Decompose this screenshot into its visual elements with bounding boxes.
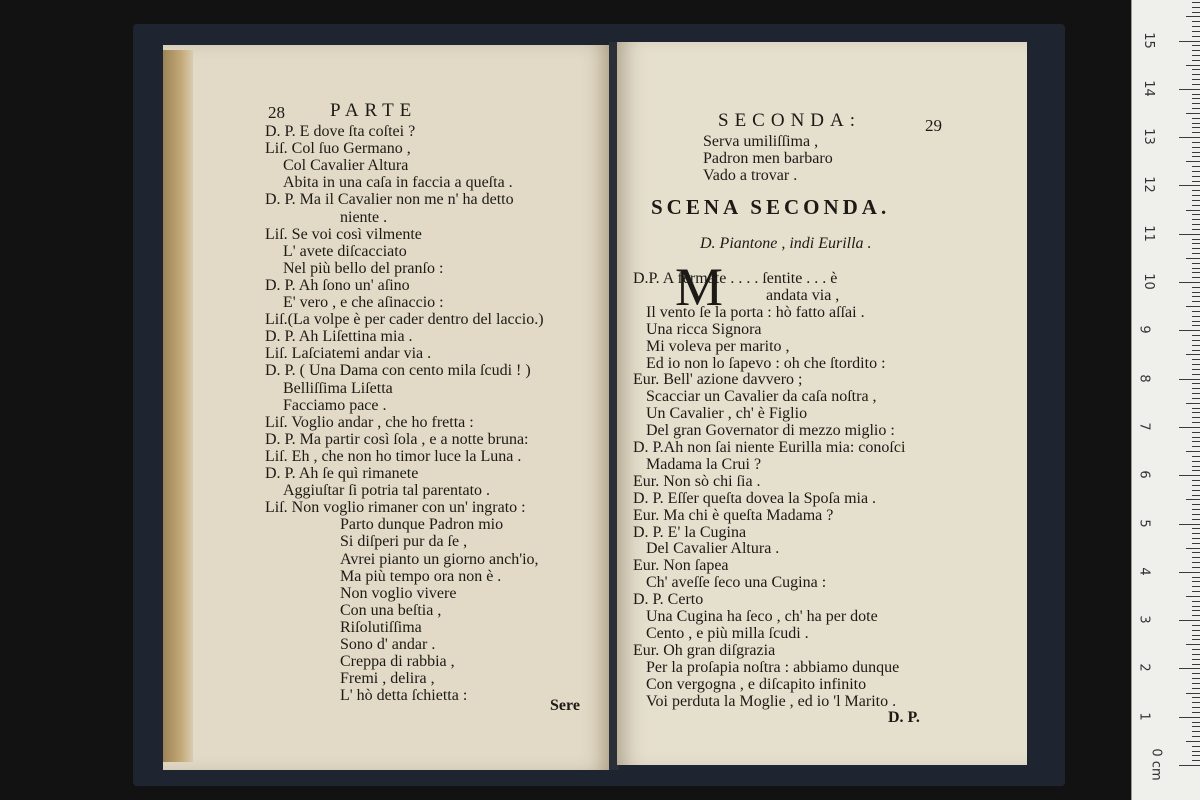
ruler-tick (1186, 741, 1200, 742)
ruler-tick (1192, 606, 1200, 607)
ruler-tick (1192, 625, 1200, 626)
ruler-tick (1192, 543, 1200, 544)
ruler-tick (1192, 325, 1200, 326)
left-text-line: Belliſſima Liſetta (283, 379, 393, 397)
ruler-tick (1192, 103, 1200, 104)
ruler-tick (1192, 408, 1200, 409)
ruler-tick (1179, 572, 1200, 573)
ruler-tick (1192, 181, 1200, 182)
right-text-line: D.P. A fermate . . . . ſentite . . . è (633, 270, 838, 287)
ruler-tick (1186, 65, 1200, 66)
left-catchword: Sere (550, 697, 580, 714)
ruler-tick (1179, 475, 1200, 476)
right-text-line: andata via , (766, 286, 840, 304)
ruler-tick (1192, 74, 1200, 75)
ruler-tick (1192, 268, 1200, 269)
ruler-tick (1192, 659, 1200, 660)
ruler-tick (1192, 243, 1200, 244)
ruler-tick (1192, 311, 1200, 312)
ruler-tick (1192, 147, 1200, 148)
ruler-tick (1192, 214, 1200, 215)
ruler-tick (1192, 722, 1200, 723)
right-text-line: Scacciar un Cavalier da caſa noſtra , (646, 388, 877, 406)
ruler-tick (1192, 272, 1200, 273)
ruler-tick (1192, 673, 1200, 674)
ruler-tick (1192, 577, 1200, 578)
left-text-line: Non voglio vivere (340, 584, 457, 602)
ruler-tick (1192, 36, 1200, 37)
ruler-tick (1192, 171, 1200, 172)
ruler-tick (1186, 306, 1200, 307)
right-text-line: Del Cavalier Altura . (646, 540, 780, 558)
right-top-line: Padron men barbaro (703, 150, 833, 167)
left-text-line: Liſ. Se voi così vilmente (265, 225, 422, 243)
ruler-tick (1192, 509, 1200, 510)
ruler-tick (1192, 219, 1200, 220)
ruler-tick (1192, 538, 1200, 539)
ruler-tick (1186, 354, 1200, 355)
page-edges (163, 50, 193, 762)
ruler-tick (1192, 127, 1200, 128)
left-text-line: Creppa di rabbia , (340, 653, 455, 671)
ruler-tick (1192, 533, 1200, 534)
left-text-line: Facciamo pace . (283, 396, 387, 414)
ruler-tick (1179, 668, 1200, 669)
ruler-tick (1192, 69, 1200, 70)
ruler-tick (1192, 581, 1200, 582)
left-text-line: Aggiuſtar ſi potria tal parentato . (283, 482, 491, 500)
left-text-line: Liſ. Laſciatemi andar via . (265, 345, 432, 363)
ruler-tick (1192, 495, 1200, 496)
left-text-line: niente . (340, 208, 388, 226)
ruler-tick (1192, 287, 1200, 288)
ruler-tick (1186, 210, 1200, 211)
ruler-tick (1192, 296, 1200, 297)
left-text-line: Con una beſtia , (340, 601, 442, 619)
ruler-tick (1192, 263, 1200, 264)
left-text-line: Parto dunque Padron mio (340, 516, 504, 534)
ruler-tick (1192, 514, 1200, 515)
ruler-tick (1192, 601, 1200, 602)
ruler-tick (1179, 717, 1200, 718)
left-text-line: Liſ. Voglio andar , che ho fretta : (265, 413, 474, 431)
ruler-tick (1192, 393, 1200, 394)
ruler-tick (1192, 639, 1200, 640)
ruler-tick (1192, 383, 1200, 384)
ruler-number: 9 (1136, 325, 1152, 334)
ruler-tick (1192, 12, 1200, 13)
ruler-tick (1192, 205, 1200, 206)
ruler-tick (1186, 403, 1200, 404)
right-top-line: Vado a trovar . (703, 167, 798, 184)
right-text-line: Eur. Non sò chi ſia . (633, 472, 761, 490)
ruler-number: 2 (1136, 663, 1152, 673)
right-text-line: D. P. E' la Cugina (633, 523, 747, 541)
ruler-number: 0 cm (1148, 748, 1164, 781)
ruler-tick (1192, 21, 1200, 22)
ruler-tick (1192, 195, 1200, 196)
ruler-tick (1192, 591, 1200, 592)
ruler-tick (1192, 528, 1200, 529)
left-text-line: D. P. Ah ſe quì rimanete (265, 465, 419, 482)
right-text-line: Voi perduta la Moglie , ed io 'l Marito . (646, 692, 897, 710)
left-text-line: D. P. Ah Liſettina mia . (265, 328, 413, 346)
left-text-line: Ma più tempo ora non è . (340, 567, 502, 585)
ruler-tick (1192, 649, 1200, 650)
ruler-tick (1192, 200, 1200, 201)
ruler-tick (1192, 470, 1200, 471)
left-text-line: L' avete diſcacciato (283, 242, 407, 260)
ruler-tick (1192, 736, 1200, 737)
ruler-tick (1192, 456, 1200, 457)
ruler-number: 1 (1136, 712, 1152, 721)
left-page-number: 28 (268, 103, 285, 122)
ruler-number: 5 (1136, 518, 1152, 528)
ruler-tick (1192, 654, 1200, 655)
left-text-line: Liſ. Col ſuo Germano , (265, 140, 411, 158)
ruler-tick (1192, 480, 1200, 481)
ruler-tick (1192, 586, 1200, 587)
ruler-tick (1186, 548, 1200, 549)
ruler-tick (1192, 340, 1200, 341)
right-text-line: Una Cugina ha ſeco , ch' ha per dote (646, 608, 878, 625)
ruler-tick (1192, 123, 1200, 124)
ruler-number: 11 (1140, 224, 1156, 242)
ruler-tick (1192, 224, 1200, 225)
ruler-tick (1192, 156, 1200, 157)
ruler-tick (1192, 610, 1200, 611)
ruler-tick (1192, 504, 1200, 505)
ruler-tick (1179, 89, 1200, 90)
left-text-line: D. P. E dove ſta coſtei ? (265, 123, 416, 140)
ruler-tick (1192, 239, 1200, 240)
ruler-tick (1192, 166, 1200, 167)
ruler-tick (1192, 562, 1200, 563)
ruler-tick (1186, 596, 1200, 597)
ruler-tick (1192, 688, 1200, 689)
left-text-line: Fremi , delira , (340, 670, 435, 688)
ruler-tick (1192, 712, 1200, 713)
ruler-number: 15 (1140, 31, 1156, 49)
left-text-line: Sono d' andar . (340, 636, 436, 653)
ruler-tick (1186, 499, 1200, 500)
ruler-tick (1192, 412, 1200, 413)
measuring-ruler (1131, 0, 1200, 800)
right-text-line: Un Cavalier , ch' è Figlio (646, 405, 808, 423)
left-text-line: Liſ.(La volpe è per cader dentro del laccio.) (265, 311, 544, 329)
ruler-tick (1179, 620, 1200, 621)
ruler-tick (1192, 664, 1200, 665)
ruler-tick (1179, 427, 1200, 428)
left-text-line: D. P. Ma partir così ſola , e a notte bruna: (265, 430, 529, 448)
ruler-tick (1192, 364, 1200, 365)
ruler-tick (1192, 446, 1200, 447)
ruler-tick (1192, 50, 1200, 51)
left-text-line: D. P. Ah ſono un' aſino (265, 276, 410, 294)
ruler-tick (1192, 683, 1200, 684)
right-text-line: Eur. Ma chi è queſta Madama ? (633, 506, 834, 524)
ruler-tick (1192, 760, 1200, 761)
ruler-tick (1192, 422, 1200, 423)
ruler-tick (1179, 524, 1200, 525)
right-text-line: Per la proſapia noſtra : abbiamo dunque (646, 658, 900, 676)
ruler-tick (1192, 118, 1200, 119)
ruler-tick (1192, 359, 1200, 360)
ruler-number: 14 (1140, 80, 1156, 97)
ruler-tick (1192, 678, 1200, 679)
ruler-tick (1186, 258, 1200, 259)
ruler-number: 8 (1136, 373, 1152, 383)
ruler-tick (1192, 519, 1200, 520)
ruler-tick (1179, 137, 1200, 138)
right-text-line: Ch' aveſſe ſeco una Cugina : (646, 574, 827, 592)
right-text-line: Eur. Bell' azione davvero ; (633, 371, 803, 389)
ruler-tick (1192, 751, 1200, 752)
ruler-number: 10 (1140, 273, 1156, 290)
ruler-tick (1192, 152, 1200, 153)
ruler-tick (1192, 345, 1200, 346)
ruler-tick (1192, 755, 1200, 756)
ruler-tick (1192, 461, 1200, 462)
ruler-tick (1186, 113, 1200, 114)
left-text-line: Abita in una caſa in faccia a queſta . (283, 174, 513, 192)
ruler-tick (1186, 451, 1200, 452)
ruler-tick (1192, 7, 1200, 8)
right-page-number: 29 (925, 116, 942, 135)
ruler-tick (1192, 485, 1200, 486)
ruler-tick (1192, 132, 1200, 133)
ruler-tick (1179, 282, 1200, 283)
right-text-line: Madama la Crui ? (646, 455, 762, 473)
ruler-tick (1192, 731, 1200, 732)
ruler-tick (1179, 234, 1200, 235)
ruler-tick (1192, 635, 1200, 636)
right-text-line: D. P. Eſſer queſta dovea la Spoſa mia . (633, 489, 877, 507)
ruler-tick (1192, 350, 1200, 351)
right-text-line: D. P.Ah non ſai niente Eurilla mia: conoſci (633, 439, 906, 456)
right-text-line: Eur. Oh gran diſgrazia (633, 641, 776, 659)
left-text-line: E' vero , e che aſinaccio : (283, 294, 444, 311)
ruler-tick (1186, 16, 1200, 17)
ruler-tick (1192, 417, 1200, 418)
ruler-tick (1192, 432, 1200, 433)
ruler-tick (1192, 702, 1200, 703)
ruler-tick (1179, 330, 1200, 331)
ruler-tick (1192, 277, 1200, 278)
ruler-number: 6 (1136, 470, 1152, 479)
ruler-tick (1192, 321, 1200, 322)
left-text-line: Riſolutiſſima (340, 618, 422, 636)
right-text-line: Cento , e più milla ſcudi . (646, 624, 809, 642)
right-text-line: Del gran Governator di mezzo miglio : (646, 422, 895, 440)
ruler-tick (1192, 60, 1200, 61)
ruler-tick (1192, 374, 1200, 375)
right-text-line: Ed io non lo ſapevo : oh che ſtordito : (646, 354, 886, 372)
ruler-tick (1192, 84, 1200, 85)
ruler-tick (1192, 437, 1200, 438)
ruler-tick (1192, 441, 1200, 442)
ruler-tick (1192, 615, 1200, 616)
right-text-line: Una ricca Signora (646, 320, 762, 338)
ruler-number: 3 (1136, 615, 1152, 624)
ruler-tick (1192, 45, 1200, 46)
ruler-tick (1192, 726, 1200, 727)
ruler-tick (1192, 292, 1200, 293)
right-catchword: D. P. (888, 709, 920, 726)
ruler-tick (1192, 557, 1200, 558)
ruler-tick (1192, 746, 1200, 747)
left-text-line: D. P. Ma il Cavalier non me n' ha detto (265, 191, 514, 209)
left-text-line: D. P. ( Una Dama con cento mila ſcudi ! ) (265, 362, 531, 380)
ruler-number: 4 (1136, 567, 1152, 576)
scene-subtitle: D. Piantone , indi Eurilla . (700, 235, 872, 252)
ruler-number: 13 (1140, 128, 1156, 145)
ruler-tick (1192, 31, 1200, 32)
ruler-tick (1192, 552, 1200, 553)
right-page-header: SECONDA: (718, 110, 862, 131)
right-top-line: Serva umiliſſima , (703, 133, 819, 150)
ruler-tick (1186, 161, 1200, 162)
ruler-tick (1192, 176, 1200, 177)
ruler-tick (1192, 301, 1200, 302)
ruler-tick (1192, 398, 1200, 399)
ruler-number: 7 (1136, 422, 1152, 431)
ruler-tick (1192, 26, 1200, 27)
ruler-tick (1179, 379, 1200, 380)
left-text-line: L' hò detta ſchietta : (340, 687, 468, 705)
ruler-tick (1192, 388, 1200, 389)
ruler-tick (1179, 185, 1200, 186)
ruler-tick (1192, 466, 1200, 467)
ruler-tick (1192, 316, 1200, 317)
ruler-tick (1192, 369, 1200, 370)
left-text-line: Liſ. Non voglio rimaner con un' ingrato : (265, 499, 526, 517)
ruler-tick (1192, 79, 1200, 80)
ruler-tick (1192, 94, 1200, 95)
ruler-tick (1192, 55, 1200, 56)
ruler-tick (1179, 41, 1200, 42)
ruler-tick (1192, 253, 1200, 254)
ruler-tick (1186, 693, 1200, 694)
right-text-line: Eur. Non ſapea (633, 557, 729, 575)
ruler-tick (1192, 630, 1200, 631)
right-text-line: D. P. Certo (633, 591, 704, 609)
left-text-line: Nel più bello del pranſo : (283, 259, 444, 277)
left-text-line: Si diſperi pur da ſe , (340, 533, 468, 551)
ruler-tick (1192, 248, 1200, 249)
ruler-tick (1192, 98, 1200, 99)
ruler-tick (1186, 644, 1200, 645)
ruler-tick (1192, 229, 1200, 230)
right-text-line: Con vergogna , e diſcapito infinito (646, 675, 867, 693)
ruler-tick (1179, 765, 1200, 766)
right-text-line: Il vento ſe la porta : hò fatto aſſai . (646, 303, 865, 321)
ruler-tick (1192, 567, 1200, 568)
left-page-header: PARTE (330, 100, 418, 121)
ruler-tick (1192, 2, 1200, 3)
ruler-tick (1192, 108, 1200, 109)
right-text-line: Mi voleva per marito , (646, 337, 790, 355)
left-text-line: Col Cavalier Altura (283, 157, 409, 175)
ruler-number: 12 (1140, 176, 1156, 194)
drop-capital: M (675, 257, 724, 317)
ruler-tick (1192, 490, 1200, 491)
left-text-line: Liſ. Eh , che non ho timor luce la Luna . (265, 447, 522, 465)
ruler-tick (1192, 335, 1200, 336)
ruler-tick (1192, 142, 1200, 143)
ruler-tick (1192, 190, 1200, 191)
ruler-tick (1192, 707, 1200, 708)
scene-title: SCENA SECONDA. (651, 195, 891, 219)
left-text-line: Avrei pianto un giorno anch'io, (340, 550, 539, 568)
ruler-tick (1192, 697, 1200, 698)
